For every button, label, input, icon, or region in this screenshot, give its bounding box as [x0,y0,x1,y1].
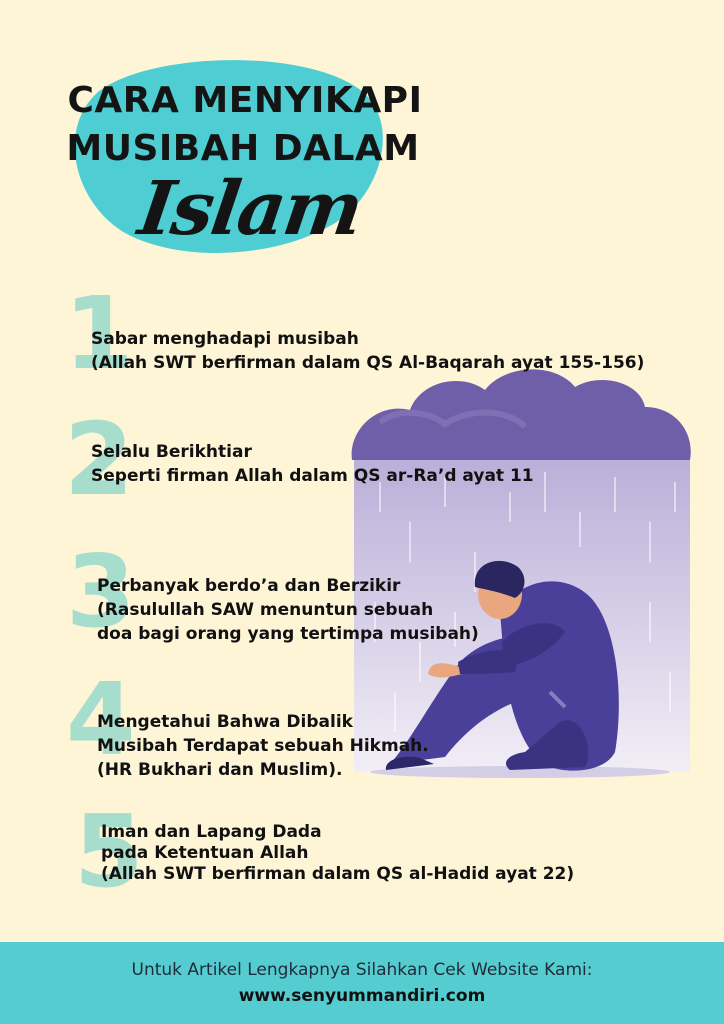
step-3-text [97,574,479,646]
step-5-text [101,822,574,885]
step-3-line-3: doa bagi orang yang tertimpa musibah) [97,624,479,644]
step-2-number: 2 [64,401,134,518]
footer-website-link[interactable]: www.senyummandiri.com [238,986,486,1006]
step-2-text [91,440,534,488]
step-5-line-1: Iman dan Lapang Dada [101,822,322,842]
title-script-word: Islam [133,166,367,252]
step-4-line-1: Mengetahui Bahwa Dibalik [97,712,353,732]
step-4-text [97,710,429,782]
step-4-line-2: Musibah Terdapat sebuah Hikmah. [97,736,429,756]
title-line-1: CARA MENYIKAPI [67,80,423,121]
step-3-number: 3 [66,533,136,650]
title-line-2: MUSIBAH DALAM [66,128,420,169]
step-1-line-1: Sabar menghadapi musibah [91,329,359,349]
step-1-line-2: (Allah SWT berfirman dalam QS Al-Baqarah ayat 155-156) [91,353,645,373]
step-2-line-2: Seperti firman Allah dalam QS ar-Ra’d ayat 11 [91,466,534,486]
step-1-text [91,327,644,375]
step-3-line-1: Perbanyak berdo’a dan Berzikir [97,576,401,596]
step-2-line-1: Selalu Berikhtiar [91,442,252,462]
step-4-line-3: (HR Bukhari dan Muslim). [97,760,343,780]
step-4-number: 4 [66,661,136,778]
footer-text: Untuk Artikel Lengkapnya Silahkan Cek Website Kami: [131,960,593,980]
step-3-line-2: (Rasulullah SAW menuntun sebuah [97,600,434,620]
step-5-number: 5 [74,793,144,910]
step-5-line-2: pada Ketentuan Allah [101,843,309,863]
step-1-number: 1 [64,275,134,392]
step-5-line-3: (Allah SWT berfirman dalam QS al-Hadid ayat 22) [101,864,575,884]
footer-bar [0,942,724,1024]
